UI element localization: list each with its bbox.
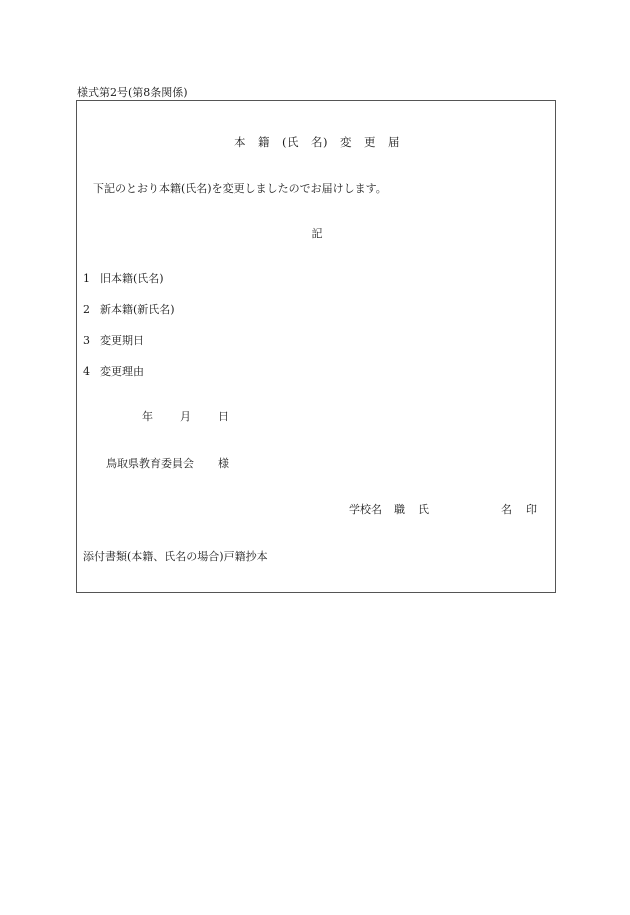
date-year: 年 <box>142 410 153 423</box>
ki-heading: 記 <box>311 227 323 240</box>
item-number: 4 <box>83 365 90 378</box>
signature-school: 学校名 <box>349 503 382 516</box>
item-label: 変更期日 <box>100 334 144 347</box>
attachment-note: 添付書類(本籍、氏名の場合)戸籍抄本 <box>83 550 268 563</box>
item-number: 2 <box>83 303 90 316</box>
item-new-registry <box>83 301 175 317</box>
date-line <box>142 408 229 424</box>
seal-mark: 印 <box>526 503 537 516</box>
form-number-label: 様式第2号(第8条関係) <box>77 86 188 99</box>
signature-post: 職 <box>394 503 405 516</box>
signature-given: 名 <box>501 503 512 516</box>
addressee <box>106 455 229 471</box>
item-number: 3 <box>83 334 90 347</box>
item-old-registry <box>83 270 164 286</box>
item-label: 旧本籍(氏名) <box>100 272 164 285</box>
date-day: 日 <box>218 410 229 423</box>
item-label: 変更理由 <box>100 365 144 378</box>
item-number: 1 <box>83 272 90 285</box>
form-title: 本 籍 (氏 名) 変 更 届 <box>234 135 400 149</box>
addressee-honorific: 様 <box>218 457 229 470</box>
signature-surname: 氏 <box>418 503 429 516</box>
intro-text: 下記のとおり本籍(氏名)を変更しましたのでお届けします。 <box>93 182 387 195</box>
signature-block <box>349 501 537 517</box>
item-label: 新本籍(新氏名) <box>100 303 175 316</box>
addressee-name: 鳥取県教育委員会 <box>106 457 194 470</box>
form-frame <box>76 100 556 593</box>
item-change-date <box>83 332 144 348</box>
date-month: 月 <box>180 410 191 423</box>
item-change-reason <box>83 363 144 379</box>
